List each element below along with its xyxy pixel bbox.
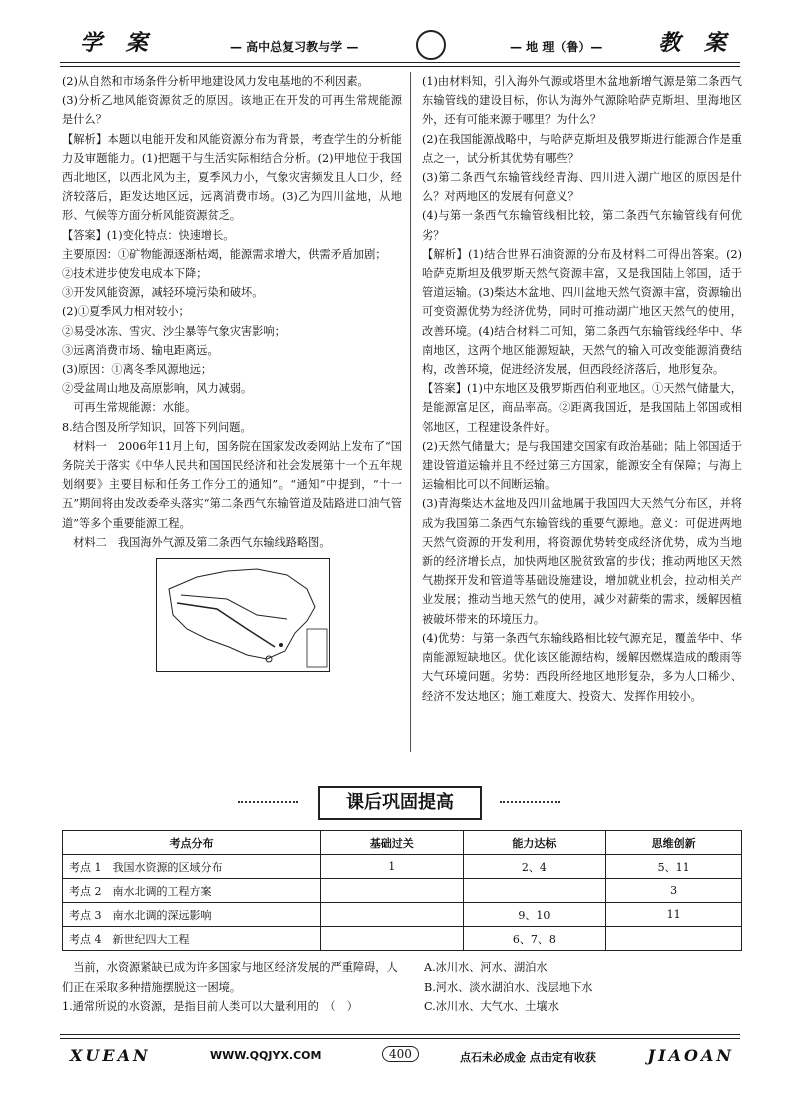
paragraph: 当前，水资源紧缺已成为许多国家与地区经济发展的严重障碍，人们正在采取多种措施摆脱这一困境。 <box>62 961 398 994</box>
emblem-icon <box>416 30 446 60</box>
header-right: 教 案 <box>658 30 734 56</box>
bottom-left-text <box>62 958 402 1017</box>
column-header: 思维创新 <box>606 831 742 855</box>
material-two: 材料二 我国海外气源及第二条西气东输线路略图。 <box>73 535 331 549</box>
right-column <box>422 72 742 706</box>
table-cell <box>606 927 742 951</box>
table-cell <box>321 927 464 951</box>
section-banner <box>0 782 800 822</box>
table-row <box>63 903 742 927</box>
table-cell: 2、4 <box>463 855 606 879</box>
section-title: 课后巩固提高 <box>318 786 482 820</box>
paragraph: (2)①夏季风力相对较小； <box>62 305 190 319</box>
header-left: 学 案 <box>80 30 156 56</box>
left-column <box>62 72 402 672</box>
paragraph: ②受盆周山地及高原影响，风力减弱。 <box>62 382 253 396</box>
paragraph: 可再生常规能源：水能。 <box>73 401 197 415</box>
question: (3)第二条西气东输管线经青海、四川进入湖广地区的原因是什么？对两地区的发展有何意义？ <box>422 171 742 204</box>
paragraph: 主要原因：①矿物能源逐渐枯竭，能源需求增大，供需矛盾加剧； <box>62 247 387 261</box>
table-cell: 11 <box>606 903 742 927</box>
topic-table <box>62 830 742 951</box>
footer-rule <box>60 1034 740 1035</box>
header-series: — 高中总复习教与学 — <box>230 40 359 54</box>
paragraph: (2)天然气储量大；是与我国建交国家有政治基础；陆上邻国适于建设管道运输并且不经过第三方国家，能源安全有保障；与海上运输相比可以不间断运输。 <box>422 439 742 492</box>
table-cell: 6、7、8 <box>463 927 606 951</box>
table-cell: 考点 1 我国水资源的区域分布 <box>63 855 321 879</box>
dotted-rule <box>500 801 560 803</box>
option: C.冰川水、大气水、土壤水 <box>424 1000 559 1013</box>
column-divider <box>410 72 411 752</box>
question: (1)由材料知，引入海外气源或塔里木盆地新增气源是第二条西气东输管线的建设目标，你认为海外气源除哈萨克斯坦、里海地区外，还有可能来源于哪里？为什么？ <box>422 75 742 127</box>
table-cell: 1 <box>321 855 464 879</box>
table-cell: 考点 2 南水北调的工程方案 <box>63 879 321 903</box>
paragraph: ②技术进步使发电成本下降； <box>62 267 208 281</box>
header-rule-thin <box>60 66 740 67</box>
analysis-paragraph: 【解析】本题以电能开发和风能资源分布为背景，考查学生的分析能力及审题能力。(1)把题干与生活实际相结合分析。(2)甲地位于我国西北地区，以西北风为主，夏季风力小，气象灾害频发且人口少，经济较落后，距发达地区远，远离消费市场。(3)乙为四川盆地，从地形、气候等方面分析风能资源贫乏。 <box>62 132 402 223</box>
china-map-figure <box>156 558 330 672</box>
paragraph: (3)青海柴达木盆地及四川盆地属于我国四大天然气分布区，并将成为我国第二条西气东输管线的重要气源地。意义：可促进两地天然气资源的开发利用，将资源优势转变成经济优势，成为当地新的经济增长点，加快两地区脱贫致富的步伐；推动两地区天然气勘探开发和管道等基础设施建设，增加就业机会，拉动相关产业发展；推动当地天然气的使用，减少对薪柴的需求，缓解因植被破坏带来的环境压力。 <box>422 497 742 626</box>
option: A.冰川水、河水、湖泊水 <box>424 961 548 974</box>
header-rule <box>60 62 740 63</box>
page-header <box>60 22 740 64</box>
table-cell <box>321 903 464 927</box>
question-heading: 8.结合图及所学知识，回答下列问题。 <box>62 420 252 434</box>
page-number: 400 <box>382 1046 419 1062</box>
paragraph: ②易受冰冻、雪灾、沙尘暴等气象灾害影响； <box>62 324 286 338</box>
table-cell: 5、11 <box>606 855 742 879</box>
footer-left: XUEAN <box>70 1046 151 1065</box>
dotted-rule <box>238 801 298 803</box>
column-header: 基础过关 <box>321 831 464 855</box>
column-header: 能力达标 <box>463 831 606 855</box>
paragraph: (4)优势：与第一条西气东输线路相比较气源充足，覆盖华中、华南能源短缺地区。优化该区能源结构，缓解因燃煤造成的酸雨等大气环境问题。劣势：西段所经地区地形复杂，多为人口稀少、经济不发达地区；施工难度大、投资大、发挥作用较小。 <box>422 631 742 703</box>
bottom-right-options <box>424 958 744 1017</box>
table-cell <box>463 879 606 903</box>
map-outline-icon <box>157 559 329 671</box>
answer-paragraph: 【答案】(1)变化特点：快速增长。 <box>62 228 235 242</box>
table-cell: 9、10 <box>463 903 606 927</box>
table-row <box>63 927 742 951</box>
table-cell: 考点 4 新世纪四大工程 <box>63 927 321 951</box>
paragraph: ③开发风能资源，减轻环境污染和破坏。 <box>62 286 264 300</box>
answer-paragraph: 【答案】(1)中东地区及俄罗斯西伯利亚地区。①天然气储量大，是能源富足区，商品率高。②距离我国近，是我国陆上邻国或相邻地区，工程建设条件好。 <box>422 382 742 434</box>
footer-right: JIAOAN <box>647 1046 734 1065</box>
page-footer <box>60 1034 740 1074</box>
footer-rule-thin <box>60 1038 740 1039</box>
footer-slogan: 点石未必成金 点击定有收获 <box>460 1051 596 1064</box>
footer-url: WWW.QQJYX.COM <box>210 1049 322 1062</box>
material-one: 材料一 2006年11月上旬，国务院在国家发改委网站上发布了“国务院关于落实《中华人民共和国国民经济和社会发展第十一个五年规划纲要》主要目标和任务工作分工的通知”。“通知”中提到，“十一五”期间将由发改委牵头落实“第二条西气东输管道及陆路进口油气管道”等多个重要能源工程。 <box>62 439 402 530</box>
table-cell: 3 <box>606 879 742 903</box>
paragraph: (3)原因：①离冬季风源地远； <box>62 363 213 377</box>
table-cell <box>321 879 464 903</box>
paragraph: ③远离消费市场、输电距离远。 <box>62 343 219 357</box>
paragraph: (3)分析乙地风能资源贫乏的原因。该地正在开发的可再生常规能源是什么？ <box>62 94 402 127</box>
table-row <box>63 879 742 903</box>
table-header-row <box>63 831 742 855</box>
question: (4)与第一条西气东输管线相比较，第二条西气东输管线有何优劣？ <box>422 209 742 242</box>
table-row <box>63 855 742 879</box>
question: (2)在我国能源战略中，与哈萨克斯坦及俄罗斯进行能源合作是重点之一，试分析其优势有哪些？ <box>422 132 742 165</box>
table-cell: 考点 3 南水北调的深远影响 <box>63 903 321 927</box>
column-header: 考点分布 <box>63 831 321 855</box>
paragraph: (2)从自然和市场条件分析甲地建设风力发电基地的不利因素。 <box>62 75 369 88</box>
question: 1.通常所说的水资源，是指目前人类可以大量利用的 （ ） <box>62 1000 358 1013</box>
analysis-paragraph: 【解析】(1)结合世界石油资源的分布及材料二可得出答案。(2)哈萨克斯坦及俄罗斯天然气资源丰富，又是我国陆上邻国，适于管道运输。(3)柴达木盆地、四川盆地天然气资源丰富，资源输出可变资源优势为经济优势，同时可推动湖广地区天然气的使用，改善环境。(4)结合材料二可知，第二条西气东输管线经华中、华南地区，这两个地区能源短缺，天然气的输入可改变能源消费结构，改善环境，促进经济发展，但西段经济落后，地形复杂。 <box>422 247 742 377</box>
header-subject: — 地 理（鲁）— <box>510 40 603 54</box>
option: B.河水、淡水湖泊水、浅层地下水 <box>424 980 593 994</box>
